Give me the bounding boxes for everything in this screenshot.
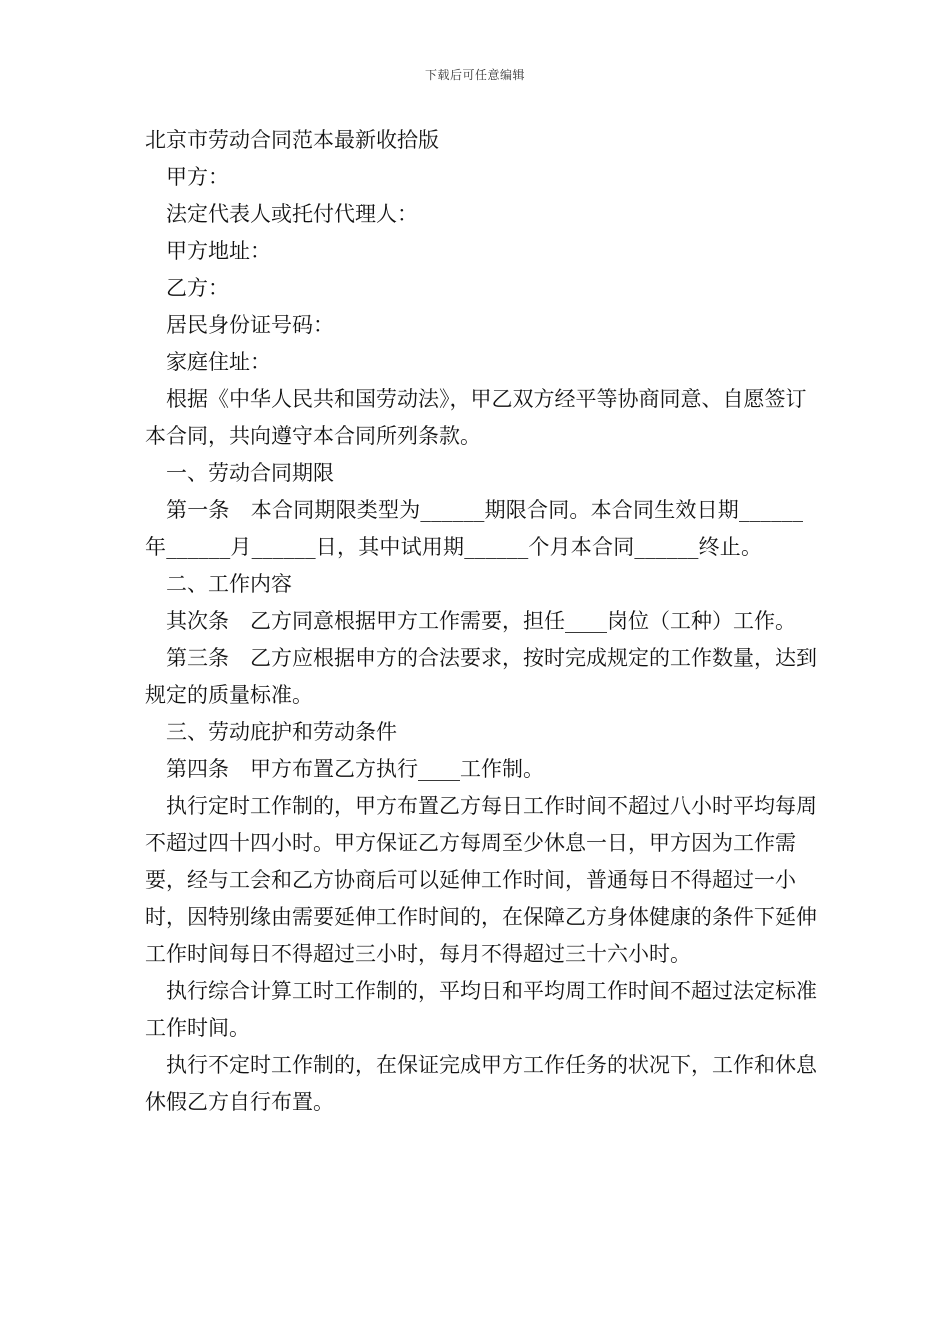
id-number-field: 居民身份证号码： [166,313,334,337]
standard-hours-paragraph: 执行定时工作制的，甲方布置乙方每日工作时间不超过八小时平均每周不超过四十四小时。甲方保证乙方每周至少休息一日，甲方因为工作需要，经与工会和乙方协商后可以延伸工作时间，普通每日不得超过一小时，因特别缘由需要延伸工作时间的，在保障乙方身体健康的条件下延伸工作时间每日不得超过三小时，每月不得超过三十六小时。 [145,794,817,966]
home-address-field: 家庭住址： [166,350,271,374]
section-3-heading: 三、劳动庇护和劳动条件 [166,720,397,744]
page-header-note: 下载后可任意编辑 [424,68,525,82]
party-a-field: 甲方： [166,165,229,189]
party-b-field: 乙方： [166,276,229,300]
section-2-heading: 二、工作内容 [166,572,292,596]
representative-field: 法定代表人或托付代理人： [166,202,418,226]
party-a-address-field: 甲方地址： [166,239,271,263]
section-1-heading: 一、劳动合同期限 [166,461,334,485]
document-body [145,122,823,1121]
article-1-paragraph: 第一条 本合同期限类型为______期限合同。本合同生效日期______年______月______日，其中试用期______个月本合同______终止。 [145,498,804,559]
article-4-paragraph: 第四条 甲方布置乙方执行____工作制。 [166,757,544,781]
flexible-hours-paragraph: 执行不定时工作制的，在保证完成甲方工作任务的状况下，工作和休息休假乙方自行布置。 [145,1053,817,1114]
article-3-paragraph: 第三条 乙方应根据申方的合法要求，按时完成规定的工作数量，达到规定的质量标准。 [145,646,817,707]
preamble-paragraph: 根据《中华人民共和国劳动法》，甲乙双方经平等协商同意、自愿签订本合同，共向遵守本合同所列条款。 [145,387,807,448]
comprehensive-hours-paragraph: 执行综合计算工时工作制的，平均日和平均周工作时间不超过法定标准工作时间。 [145,979,817,1040]
article-2-paragraph: 其次条 乙方同意根据甲方工作需要，担任____岗位（工种）工作。 [166,609,796,633]
document-title: 北京市劳动合同范本最新收拾版 [145,128,439,152]
